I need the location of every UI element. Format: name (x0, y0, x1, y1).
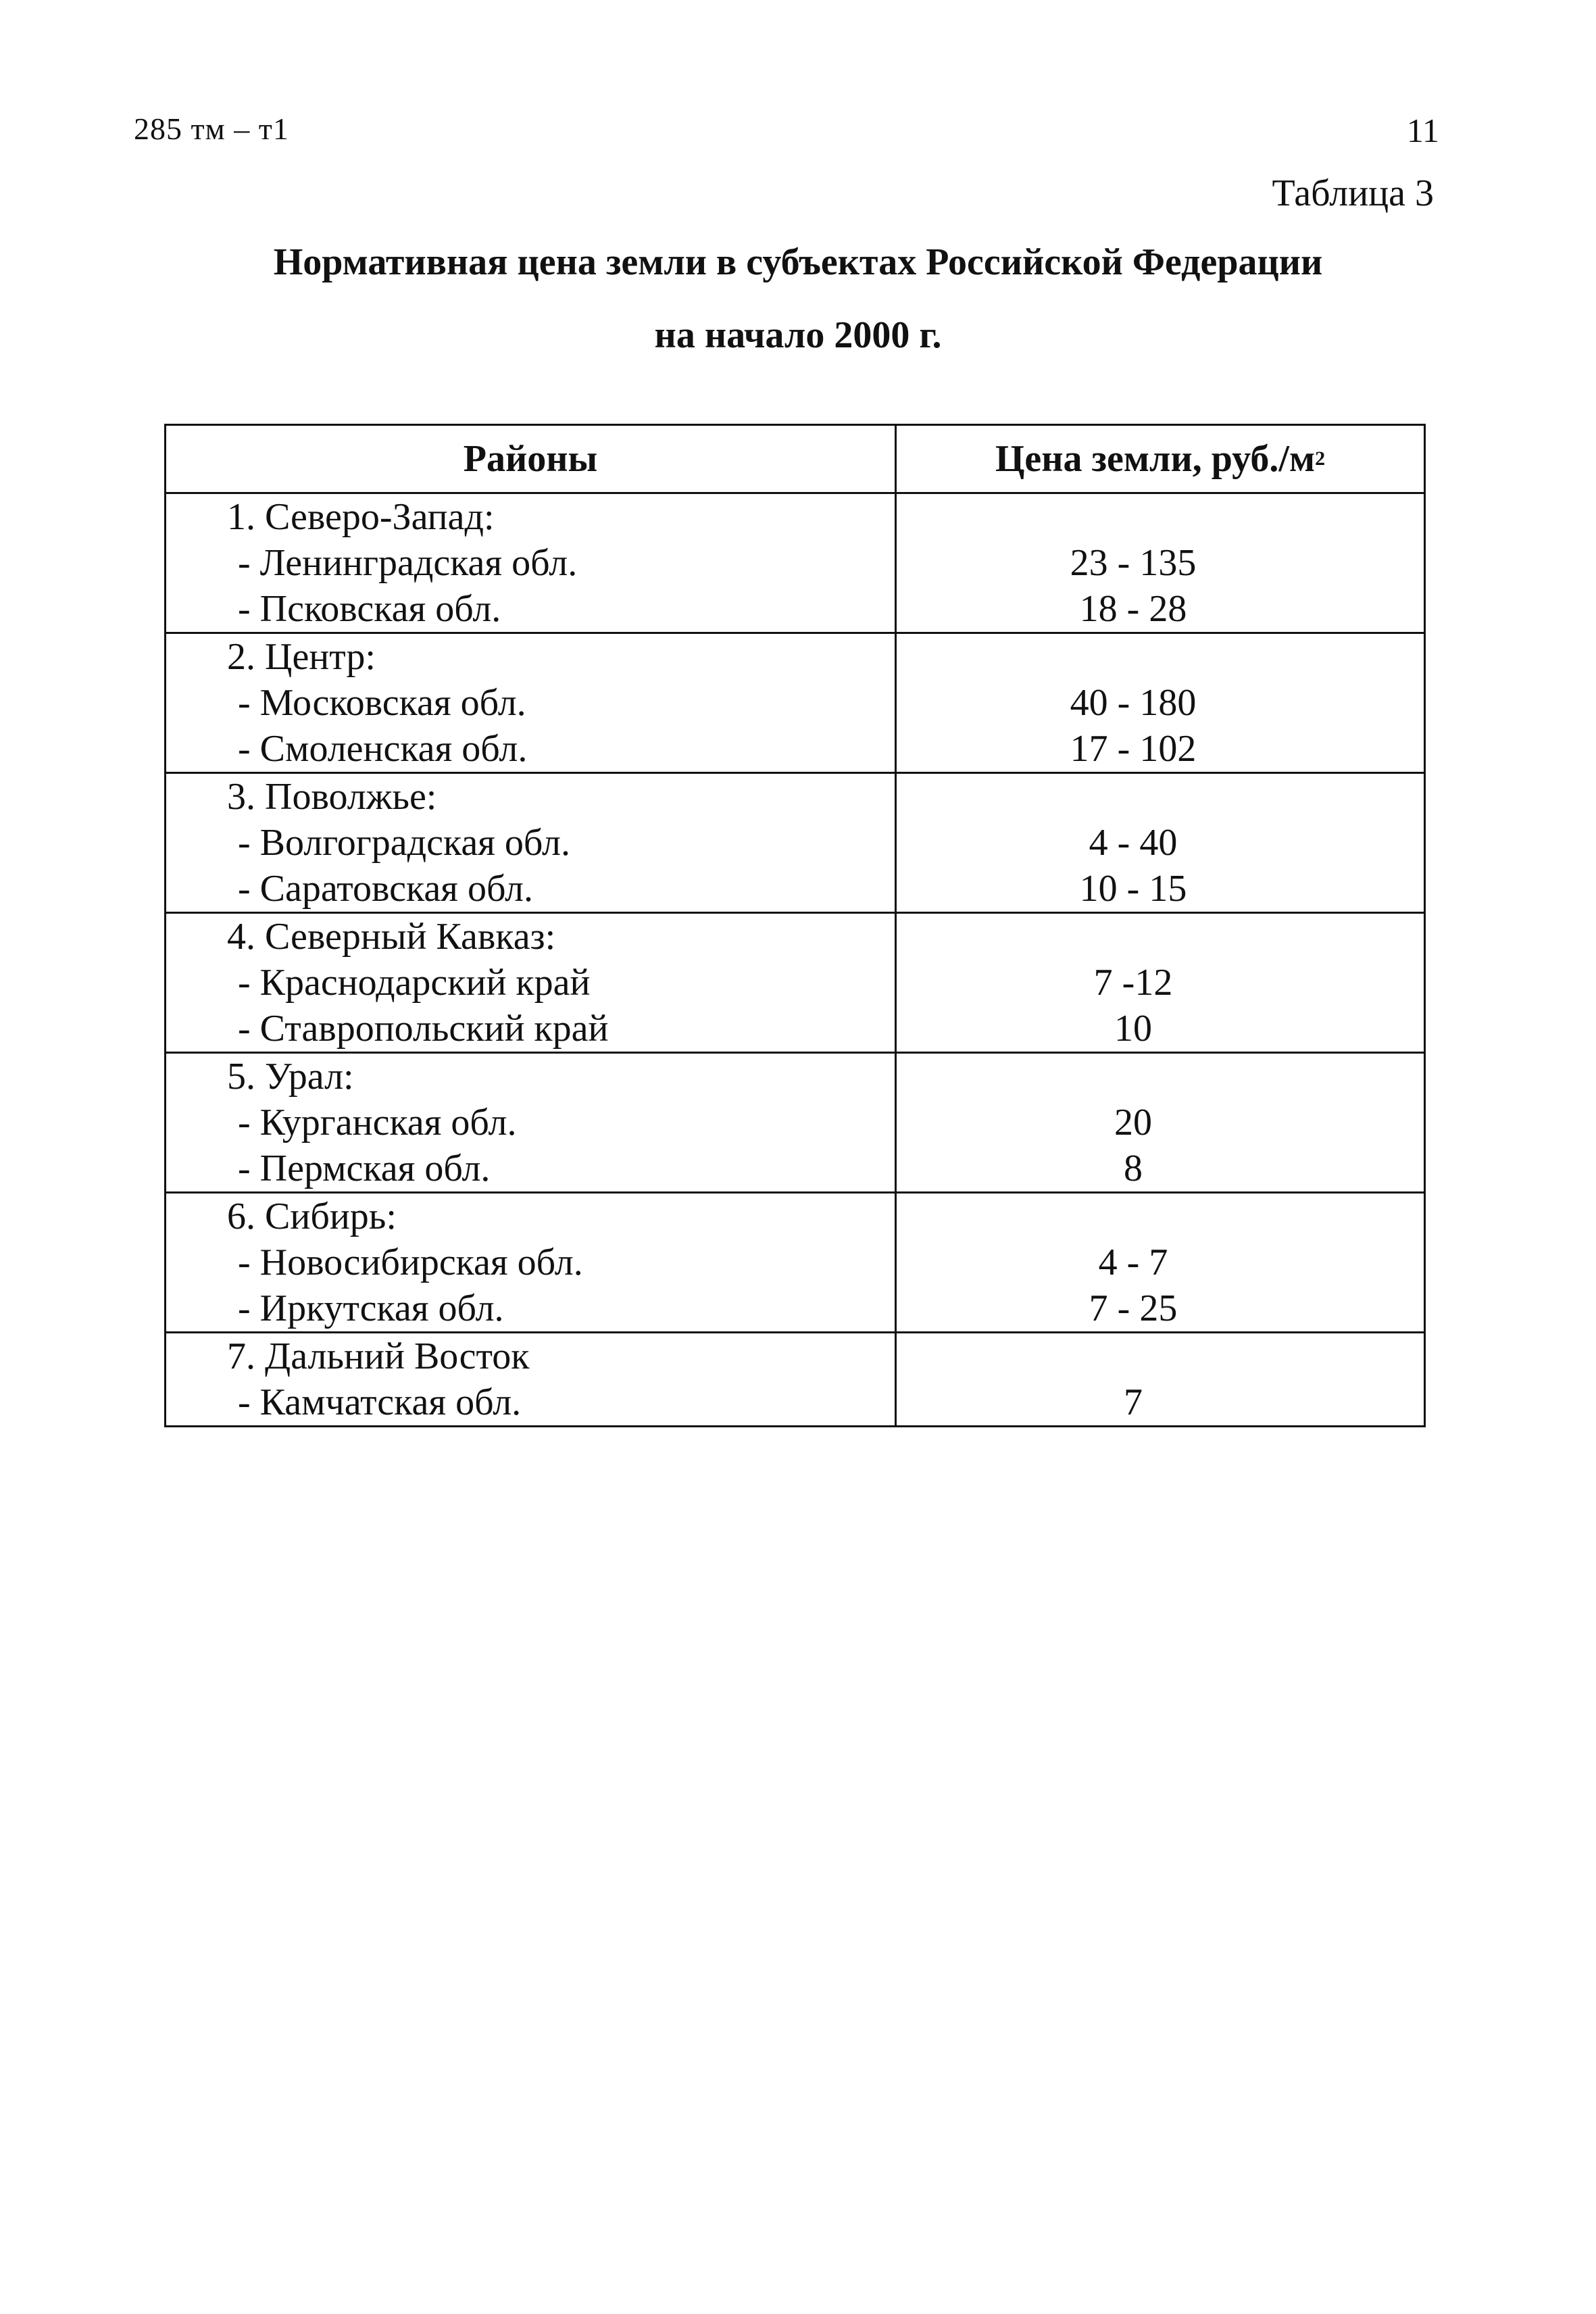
group-name: 6. Сибирь: (227, 1196, 397, 1237)
region-name: - Иркутская обл. (238, 1287, 504, 1329)
region-cell (166, 494, 897, 632)
group-name: 4. Северный Кавказ: (227, 916, 556, 958)
column-header-price-label: Цена земли, руб./м (995, 438, 1316, 480)
price-spacer (897, 634, 1424, 680)
price-range: 17 - 102 (1070, 728, 1197, 770)
table-label: Таблица 3 (1272, 172, 1434, 214)
region-name: - Новосибирская обл. (238, 1241, 583, 1283)
region-cell (166, 774, 897, 912)
column-header-region-label: Районы (463, 438, 598, 480)
group-name: 7. Дальний Восток (227, 1335, 530, 1377)
region-name: - Псковская обл. (238, 588, 501, 630)
price-range: 10 - 15 (1079, 868, 1187, 910)
region-name: - Краснодарский край (238, 962, 591, 1004)
region-name: - Курганская обл. (238, 1102, 517, 1143)
price-range: 40 - 180 (1070, 682, 1197, 724)
region-name: - Волгоградская обл. (238, 822, 570, 864)
region-name: - Московская обл. (238, 682, 526, 724)
region-cell (166, 1333, 897, 1425)
group-name: 5. Урал: (227, 1056, 354, 1098)
price-spacer (897, 1054, 1424, 1100)
region-name: - Камчатская обл. (238, 1381, 522, 1423)
price-spacer (897, 1193, 1424, 1239)
price-spacer (897, 774, 1424, 820)
region-cell (166, 1054, 897, 1191)
table-group (166, 1193, 1424, 1333)
price-cell (897, 1054, 1424, 1191)
region-cell (166, 634, 897, 772)
document-code: 285 тм – т1 (134, 112, 289, 146)
price-range: 8 (1124, 1148, 1143, 1189)
table-subtitle: на начало 2000 г. (654, 314, 942, 356)
land-price-table (164, 424, 1426, 1427)
table-group (166, 494, 1424, 634)
table-header-row (166, 426, 1424, 494)
region-name: - Ставропольский край (238, 1008, 609, 1050)
table-group (166, 914, 1424, 1054)
region-name: - Саратовская обл. (238, 868, 533, 910)
price-range: 7 (1124, 1381, 1143, 1423)
price-range: 7 -12 (1093, 962, 1173, 1004)
price-cell (897, 774, 1424, 912)
price-range: 4 - 40 (1089, 822, 1178, 864)
page-number: 11 (1406, 112, 1439, 149)
region-name: - Ленинградская обл. (238, 542, 578, 584)
group-name: 1. Северо-Запад: (227, 496, 495, 538)
group-name: 3. Поволжье: (227, 776, 437, 818)
price-range: 23 - 135 (1070, 542, 1197, 584)
price-range: 4 - 7 (1098, 1241, 1168, 1283)
price-cell (897, 634, 1424, 772)
price-cell (897, 1193, 1424, 1331)
region-name: - Смоленская обл. (238, 728, 528, 770)
region-cell (166, 1193, 897, 1331)
region-cell (166, 914, 897, 1052)
table-title: Нормативная цена земли в субъектах Российской Федерации (273, 241, 1323, 283)
table-body (166, 494, 1424, 1425)
table-group (166, 1054, 1424, 1193)
price-cell (897, 914, 1424, 1052)
column-header-region (166, 426, 897, 492)
price-range: 7 - 25 (1089, 1287, 1178, 1329)
region-name: - Пермская обл. (238, 1148, 491, 1189)
price-spacer (897, 914, 1424, 960)
price-spacer (897, 1333, 1424, 1379)
price-cell (897, 1333, 1424, 1425)
price-range: 10 (1114, 1008, 1152, 1050)
price-cell (897, 494, 1424, 632)
table-group (166, 634, 1424, 774)
price-spacer (897, 494, 1424, 540)
column-header-price: Цена земли, руб./м 2 (995, 438, 1326, 480)
table-group (166, 1333, 1424, 1425)
price-range: 20 (1114, 1102, 1152, 1143)
group-name: 2. Центр: (227, 636, 376, 678)
table-group (166, 774, 1424, 914)
price-range: 18 - 28 (1079, 588, 1187, 630)
